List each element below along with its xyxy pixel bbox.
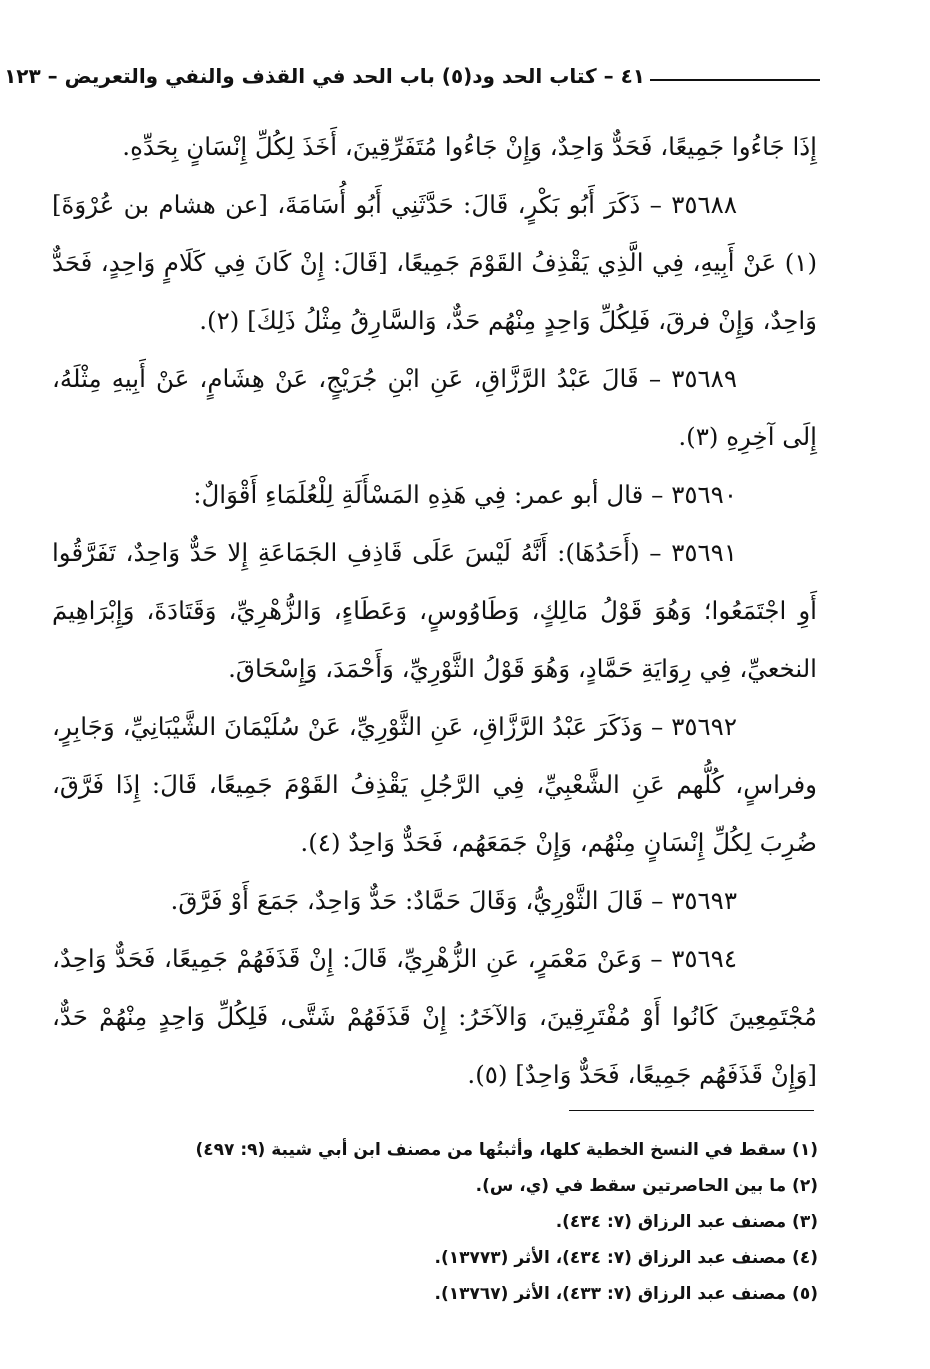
running-header — [4, 58, 820, 98]
paragraph-35688: ٣٥٦٨٨ – ذَكَرَ أَبُو بَكْرٍ، قَالَ: حَدَّثَنِي أَبُو أُسَامَةَ، [عن هشام بن عُرْوَةَ] (١) عَنْ أَبِيهِ، فِي الَّذِي يَقْذِفُ القَوْمَ جَمِيعًا، [قَالَ: إِنْ كَانَ فِي كَلَامٍ وَاحِدٍ، فَحَدٌّ وَاحِدٌ، وَإِنْ فرقَ، فَلِكُلِّ وَاحِدٍ مِنْهُم حَدٌّ، وَالسَّارِقُ مِثْلُ ذَلِكَ] (٢). — [52, 190, 817, 335]
paragraph-35692: ٣٥٦٩٢ – وَذَكَرَ عَبْدُ الرَّزَّاقِ، عَنِ الثَّوْرِيِّ، عَنْ سُلَيْمَانَ الشَّيْبَانِيِّ، وَجَابِرٍ، وفراسٍ، كُلُّهم عَنِ الشَّعْبِيِّ، فِي الرَّجُلِ يَقْذِفُ القَوْمَ جَمِيعًا، قَالَ: إِذَا فَرَّقَ، ضُرِبَ لِكُلِّ إِنْسَانٍ مِنْهُم، وَإِنْ جَمَعَهُم، فَحَدٌّ وَاحِدٌ (٤). — [52, 712, 817, 857]
paragraph-continuation: إِذَا جَاءُوا جَمِيعًا، فَحَدٌّ وَاحِدٌ، وَإِنْ جَاءُوا مُتَفَرِّقِينَ، أَخَذَ لِكُلِّ إِنْسَانٍ بِحَدِّهِ. — [122, 132, 817, 161]
running-title: ٤١ – كتاب الحد ود(٥) باب الحد في القذف والنفي والتعريض – ١٢٣ — [4, 64, 645, 88]
paragraph-35694: ٣٥٦٩٤ – وَعَنْ مَعْمَرٍ، عَنِ الزُّهْرِيِّ، قَالَ: إِنْ قَذَفَهُمْ جَمِيعًا، فَحَدٌّ وَاحِدٌ، مُجْتَمِعِينَ كَانُوا أَوْ مُفْتَرِقِينَ، وَالآخَرُ: إِنْ قَذَفَهُمْ شَتَّى، فَلِكُلِّ وَاحِدٍ مِنْهُمْ حَدٌّ، [وَإِنْ قَذَفَهُم جَمِيعًا، فَحَدٌّ وَاحِدٌ] (٥). — [52, 944, 817, 1089]
footnote-1: (١) سقط في النسخ الخطية كلها، وأثبتُها من مصنف ابن أبي شيبة (٩: ٤٩٧) — [195, 1140, 818, 1160]
paragraph-35689: ٣٥٦٨٩ – قَالَ عَبْدُ الرَّزَّاقِ، عَنِ ابْنِ جُرَيْجٍ، عَنْ هِشَامٍ، عَنْ أَبِيهِ مِثْلَهُ، إِلَى آخِرِهِ (٣). — [52, 364, 817, 451]
footnote-5: (٥) مصنف عبد الرزاق (٧: ٤٣٣)، الأثر (١٣٧٦٧). — [434, 1284, 818, 1304]
paragraph-35693: ٣٥٦٩٣ – قَالَ الثَّوْرِيُّ، وَقَالَ حَمَّادٌ: حَدٌّ وَاحِدٌ، جَمَعَ أَوْ فَرَّقَ. — [170, 886, 737, 915]
header-rule — [650, 79, 820, 81]
footnotes — [178, 1132, 818, 1312]
footnote-4: (٤) مصنف عبد الرزاق (٧: ٤٣٤)، الأثر (١٣٧٧٣). — [434, 1248, 818, 1268]
footnote-separator — [569, 1110, 814, 1111]
paragraph-35691: ٣٥٦٩١ – (أَحَدُهَا): أَنَّهُ لَيْسَ عَلَى قَاذِفِ الجَمَاعَةِ إِلا حَدٌّ وَاحِدٌ، تَفَرَّقُوا أَوِ اجْتَمَعُوا؛ وَهُوَ قَوْلُ مَالِكٍ، وَطَاوُوسٍ، وَعَطَاءٍ، وَالزُّهْرِيِّ، وَقَتَادَةَ، وَإِبْرَاهِيمَ النخعيِّ، فِي رِوَايَةِ حَمَّادٍ، وَهُوَ قَوْلُ الثَّوْرِيِّ، وَأَحْمَدَ، وَإِسْحَاقَ. — [52, 538, 817, 683]
footnote-3: (٣) مصنف عبد الرزاق (٧: ٤٣٤). — [555, 1212, 818, 1232]
footnote-2: (٢) ما بين الحاصرتين سقط في (ي، س). — [475, 1176, 818, 1196]
paragraph-35690: ٣٥٦٩٠ – قال أبو عمر: فِي هَذِهِ المَسْأَلَةِ لِلْعُلَمَاءِ أَقْوَالٌ: — [193, 480, 737, 509]
main-text — [52, 118, 817, 1104]
